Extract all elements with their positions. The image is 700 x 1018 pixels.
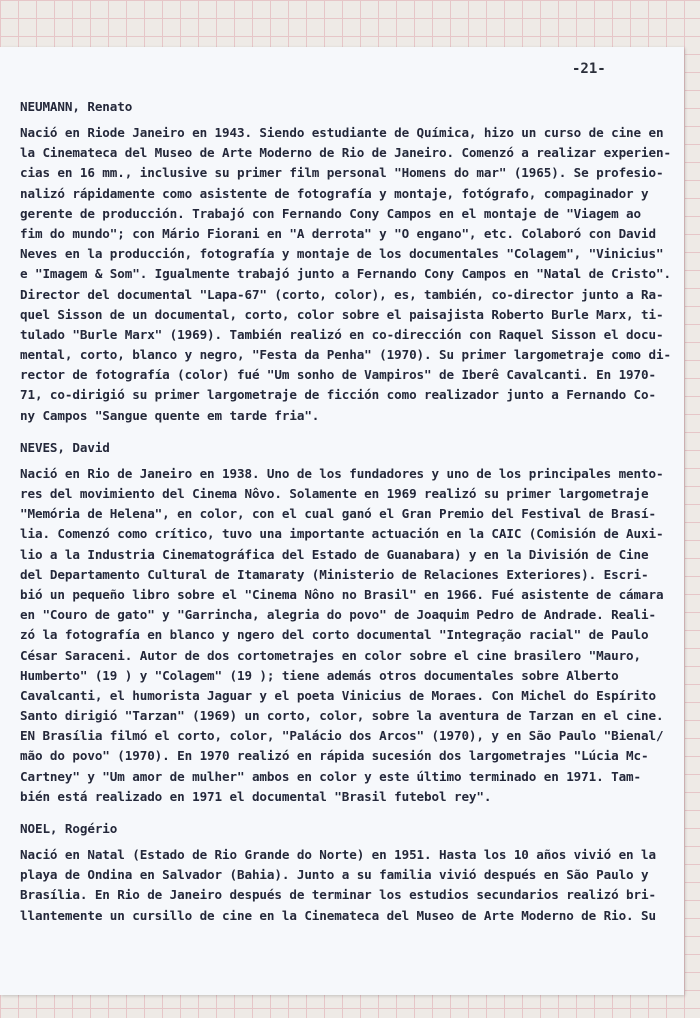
text-line: ny Campos "Sangue quente em tarde fria". xyxy=(20,407,320,423)
text-line: "Memória de Helena", en color, con el cual ganó el Gran Premio del Festival de Brasí- xyxy=(20,506,656,522)
text-line: mão do povo" (1970). En 1970 realizó en rápida sucesión dos largometrajes "Lúcia Mc- xyxy=(20,748,649,764)
text-line: Director del documental "Lapa-67" (corto, color), es, también, co-director junto a Ra- xyxy=(20,286,664,302)
text-line: Neves en la producción, fotografía y montaje de los documentales "Colagem", "Vinicius" xyxy=(20,246,664,262)
entry-body xyxy=(20,845,682,926)
text-line: lio a la Industria Cinematográfica del Estado de Guanabara) y en la División de Cine xyxy=(20,546,649,562)
text-line: gerente de producción. Trabajó con Fernando Cony Campos en el montaje de "Viagem ao xyxy=(20,205,642,221)
text-line: la Cinemateca del Museo de Arte Moderno de Rio de Janeiro. Comenzó a realizar experien- xyxy=(20,145,671,161)
text-line: rector de fotografía (color) fué "Um sonho de Vampiros" de Iberê Cavalcanti. En 1970- xyxy=(20,367,656,383)
text-line: César Saraceni. Autor de dos cortometrajes en color sobre el cine brasilero "Mauro, xyxy=(20,647,642,663)
text-line: Humberto" (19 ) y "Colagem" (19 ); tiene además otros documentales sobre Alberto xyxy=(20,667,619,683)
text-line: fim do mundo"; con Mário Fiorani en "A derrota" y "O engano", etc. Colaboró con David xyxy=(20,225,656,241)
text-line: bién está realizado en 1971 el documental "Brasil futebol rey". xyxy=(20,788,492,804)
text-line: Nació en Rio de Janeiro en 1938. Uno de los fundadores y uno de los principales mento- xyxy=(20,465,664,481)
entry-name: NEUMANN, Renato xyxy=(20,99,133,114)
text-line: Nació en Riode Janeiro en 1943. Siendo estudiante de Química, hizo un curso de cine en xyxy=(20,125,664,140)
text-line: Cartney" y "Um amor de mulher" ambos en color y este último terminado en 1971. Tam- xyxy=(20,768,642,784)
text-line: tulado "Burle Marx" (1969). También realizó en co-dirección con Raquel Sisson el docu- xyxy=(20,326,664,342)
text-line: Cavalcanti, el humorista Jaguar y el poeta Vinicius de Moraes. Con Michel do Espírito xyxy=(20,687,656,703)
biography-entry xyxy=(20,97,682,426)
text-line: Nació en Natal (Estado de Rio Grande do Norte) en 1951. Hasta los 10 años vivió en la xyxy=(20,847,656,862)
text-line: bió un pequeño libro sobre el "Cinema Nôno no Brasil" en 1966. Fué asistente de cámara xyxy=(20,586,664,602)
text-line: nalizó rápidamente como asistente de fotografía y montaje, fotógrafo, compaginador y xyxy=(20,185,649,201)
text-line: EN Brasília filmó el corto, color, "Palácio dos Arcos" (1970), y en São Paulo "Bienal/ xyxy=(20,728,664,744)
text-line: e "Imagem & Som". Igualmente trabajó junto a Fernando Cony Campos en "Natal de Cristo". xyxy=(20,266,671,282)
text-line: en "Couro de gato" y "Garrincha, alegria do povo" de Joaquim Pedro de Andrade. Reali- xyxy=(20,607,656,623)
text-line: del Departamento Cultural de Itamaraty (Ministerio de Relaciones Exteriores). Escri- xyxy=(20,566,649,582)
entry-name: NEVES, David xyxy=(20,439,110,455)
text-line: Santo dirigió "Tarzan" (1969) un corto, color, sobre la aventura de Tarzan en el cine. xyxy=(20,708,664,724)
biography-entry xyxy=(20,819,682,926)
text-line: llantemente un cursillo de cine en la Cinemateca del Museo de Arte Moderno de Rio. Su xyxy=(20,907,656,923)
text-line: zó la fotografía en blanco y ngero del corto documental "Integração racial" de Paulo xyxy=(20,627,649,643)
text-line: lia. Comenzó como crítico, tuvo una importante actuación en la CAIC (Comisión de Auxi- xyxy=(20,526,664,542)
text-line: cias en 16 mm., inclusive su primer film personal "Homens do mar" (1965). Se profesio- xyxy=(20,165,664,181)
page-content xyxy=(20,97,682,938)
entry-name: NOEL, Rogério xyxy=(20,821,118,836)
text-line: playa de Ondina en Salvador (Bahia). Junto a su familia vivió después en São Paulo y xyxy=(20,867,649,883)
text-line: quel Sisson de un documental, corto, color sobre el paisajista Roberto Burle Marx, ti- xyxy=(20,306,664,322)
biography-entry xyxy=(20,438,682,807)
text-line: 71, co-dirigió su primer largometraje de ficción como realizador junto a Fernando Co- xyxy=(20,387,656,403)
document-page xyxy=(0,47,684,995)
text-line: res del movimiento del Cinema Nôvo. Solamente en 1969 realizó su primer largometraje xyxy=(20,486,649,501)
text-line: mental, corto, blanco y negro, "Festa da Penha" (1970). Su primer largometraje como di- xyxy=(20,347,671,363)
entry-body xyxy=(20,464,682,807)
text-line: Brasília. En Rio de Janeiro después de terminar los estudios secundarios realizó bri- xyxy=(20,887,656,903)
page-number: -21- xyxy=(572,61,606,77)
entry-body xyxy=(20,123,682,426)
